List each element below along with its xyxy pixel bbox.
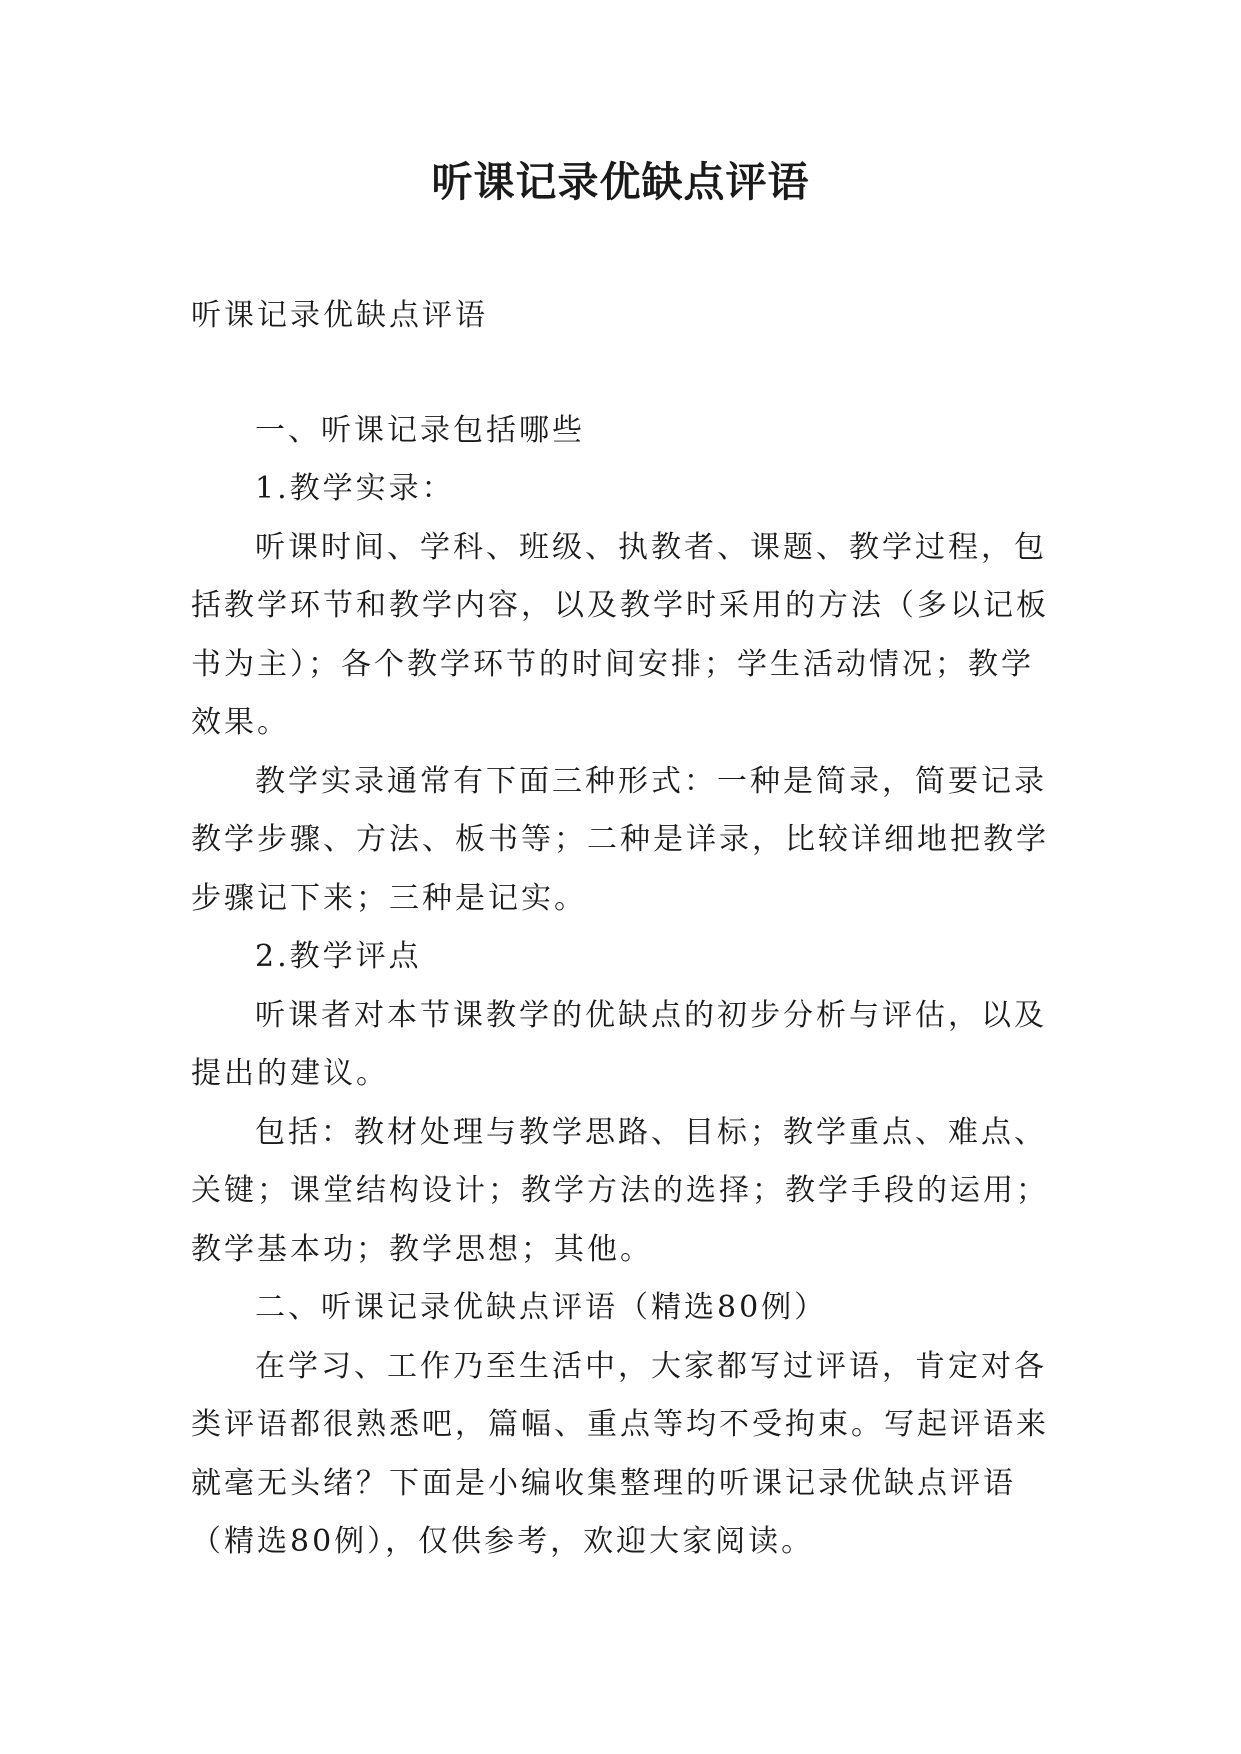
- paragraph-line: 就毫无头绪？下面是小编收集整理的听课记录优缺点评语: [191, 1465, 1016, 1501]
- paragraph-line: 效果。: [191, 705, 290, 740]
- paragraph-line: 括教学环节和教学内容，以及教学时采用的方法（多以记板: [191, 588, 1049, 623]
- paragraph-line: 在学习、工作乃至生活中，大家都写过评语，肯定对各: [255, 1348, 1047, 1384]
- subsection-heading: 1.教学实录：: [255, 471, 455, 506]
- paragraph-line: 教学基本功；教学思想；其他。: [191, 1231, 653, 1267]
- paragraph-line: 听课时间、学科、班级、执教者、课题、教学过程，包: [255, 529, 1047, 565]
- paragraph-line: 包括：教材处理与教学思路、目标；教学重点、难点、: [255, 1114, 1047, 1150]
- paragraph-line: 关键；课堂结构设计；教学方法的选择；教学手段的运用；: [191, 1173, 1049, 1208]
- paragraph-line: 听课者对本节课教学的优缺点的初步分析与评估，以及: [255, 997, 1047, 1033]
- paragraph-line: 教学步骤、方法、板书等；二种是详录，比较详细地把教学: [191, 822, 1049, 857]
- paragraph-line: 类评语都很熟悉吧，篇幅、重点等均不受拘束。写起评语来: [191, 1407, 1049, 1442]
- section-heading: 二、听课记录优缺点评语（精选80例）: [255, 1290, 828, 1325]
- paragraph-line: 书为主）；各个教学环节的时间安排；学生活动情况；教学: [191, 646, 1034, 682]
- section-heading: 一、听课记录包括哪些: [255, 412, 585, 448]
- paragraph-line: 提出的建议。: [191, 1056, 389, 1091]
- document-body: [191, 287, 1053, 1572]
- document-subtitle: 听课记录优缺点评语: [191, 298, 488, 333]
- paragraph-line: 步骤记下来；三种是记实。: [191, 880, 587, 916]
- paragraph-line: （精选80例），仅供参考，欢迎大家阅读。: [191, 1524, 815, 1559]
- paragraph-line: 教学实录通常有下面三种形式：一种是简录，简要记录: [255, 763, 1047, 799]
- subsection-heading: 2.教学评点: [255, 939, 422, 974]
- document-title: 听课记录优缺点评语: [431, 158, 810, 206]
